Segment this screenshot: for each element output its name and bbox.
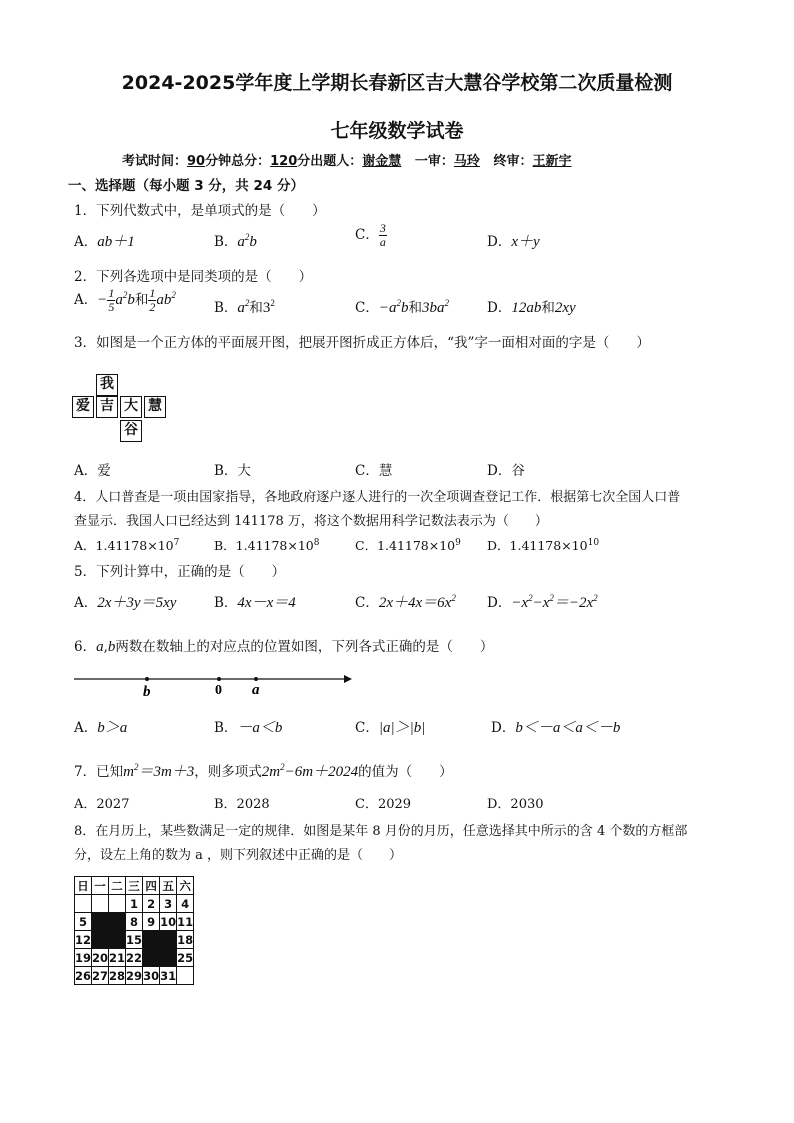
calendar-cell: 28 <box>109 968 126 983</box>
q7-stem: 7．已知$m^2=3m+3$，则多项式$2m^2-6m+2024$的值为（ ） <box>74 762 453 780</box>
review1-name: 马玲 <box>453 154 480 169</box>
q1-stem: 1．下列代数式中，是单项式的是（ ） <box>74 203 326 219</box>
calendar-header-cell: 二 <box>109 877 126 895</box>
calendar-shaded-cell <box>109 913 126 931</box>
calendar-figure <box>74 876 194 985</box>
q5-option-a: A．2x＋3y＝5xy <box>74 595 177 611</box>
calendar-shaded-cell <box>143 949 160 967</box>
q7-option-a: A．2027 <box>74 797 130 812</box>
q8-stem-line1: 8．在月历上，某些数满足一定的规律．如图是某年 8 月份的月历，任意选择其中所示的含 4 个数的方框部 <box>74 824 688 839</box>
net-cell-wo: 我 <box>96 374 118 396</box>
section-heading: 一、选择题（每小题 3 分，共 24 分） <box>68 178 304 194</box>
final-review-name: 王新宇 <box>532 154 572 169</box>
calendar-cell: 31 <box>160 968 177 983</box>
calendar-shaded-cell <box>160 931 177 949</box>
calendar-shaded-cell <box>109 931 126 949</box>
calendar-row <box>75 967 194 985</box>
q6-option-d: D．b＜－a＜a＜－b <box>491 720 621 736</box>
point-zero <box>217 677 221 681</box>
net-cell-ai: 爱 <box>72 396 94 418</box>
calendar-shaded-cell <box>92 931 109 949</box>
q6-option-b: B．－a＜b <box>214 720 283 736</box>
q1-option-a: A．ab＋1 <box>74 234 135 250</box>
calendar-cell <box>75 895 92 913</box>
author-name: 谢金慧 <box>362 154 402 169</box>
calendar-cell: 5 <box>75 913 92 931</box>
q5-option-c: C．$2x+4x=6x^2$ <box>355 593 456 611</box>
calendar-cell: 15 <box>126 932 143 947</box>
score-unit: 分出题人： <box>297 154 363 169</box>
calendar-cell: 8 <box>126 913 143 931</box>
calendar-cell: 18 <box>177 932 194 947</box>
calendar-cell: 21 <box>109 950 126 965</box>
calendar-cell: 1 <box>126 895 143 913</box>
exam-subtitle: 七年级数学试卷 <box>330 120 464 142</box>
calendar-cell: 12 <box>75 932 92 947</box>
calendar-header-cell: 三 <box>126 877 143 895</box>
calendar-cell: 29 <box>126 968 143 983</box>
q6-option-c: C．|a|＞|b| <box>355 720 426 736</box>
calendar-cell: 26 <box>75 968 92 983</box>
number-line-figure <box>72 670 362 700</box>
calendar-cell: 30 <box>143 968 160 983</box>
calendar-shaded-cell <box>92 913 109 931</box>
q1-option-b: B．$a^2b$ <box>214 232 257 250</box>
q8-stem-line2: 分，设左上角的数为 a ，则下列叙述中正确的是（ ） <box>74 848 403 863</box>
calendar-cell <box>177 967 194 985</box>
label-zero: 0 <box>215 683 222 698</box>
calendar-cell: 3 <box>160 895 177 913</box>
net-cell-hui: 慧 <box>144 396 166 418</box>
q3-option-c: C．慧 <box>355 463 393 479</box>
label-b: b <box>143 684 151 700</box>
q4-option-b: B．$1.41178\times 10^8$ <box>214 537 320 553</box>
q4-option-d: D．$1.41178\times 10^{10}$ <box>487 537 600 553</box>
calendar-cell: 10 <box>160 914 177 929</box>
calendar-header-cell: 一 <box>92 877 109 895</box>
review1-label: 一审： <box>414 154 454 169</box>
time-unit: 分钟总分： <box>205 154 271 169</box>
calendar-row <box>75 931 194 949</box>
q3-option-a: A．爱 <box>74 463 111 479</box>
time-label: 考试时间： <box>122 154 188 169</box>
calendar-header-cell: 日 <box>75 877 92 895</box>
q4-option-a: A．$1.41178\times 10^7$ <box>74 537 180 553</box>
calendar-row <box>75 895 194 913</box>
q4-stem-line1: 4．人口普查是一项由国家指导，各地政府逐户逐人进行的一次全项调查登记工作．根据第七次全国人口普 <box>74 490 681 505</box>
point-a <box>254 677 258 681</box>
q5-stem: 5．下列计算中，正确的是（ ） <box>74 564 286 580</box>
q7-option-d: D．2030 <box>487 797 544 812</box>
q7-option-b: B．2028 <box>214 797 270 812</box>
q3-option-d: D．谷 <box>487 463 525 479</box>
calendar-cell <box>109 895 126 913</box>
q6-option-a: A．b＞a <box>74 720 128 736</box>
calendar-header-cell: 四 <box>143 877 160 895</box>
calendar-cell: 9 <box>143 913 160 931</box>
time-value: 90 <box>187 154 206 169</box>
net-cell-gu: 谷 <box>120 420 142 442</box>
q6-stem: 6．a,b两数在数轴上的对应点的位置如图，下列各式正确的是（ ） <box>74 639 494 655</box>
q2-option-c: C．$-a^2b$和$3ba^2$ <box>355 298 449 316</box>
q5-option-d: D．$-x^2-x^2=-2x^2$ <box>487 593 598 611</box>
calendar-cell: 11 <box>177 914 194 929</box>
q2-option-d: D．12ab和2xy <box>487 300 576 316</box>
exam-title: 2024-2025学年度上学期长春新区吉大慧谷学校第二次质量检测 <box>121 72 673 94</box>
calendar-shaded-cell <box>160 949 177 967</box>
calendar-shaded-cell <box>143 931 160 949</box>
calendar-cell: 25 <box>177 950 194 965</box>
q4-option-c: C．$1.41178\times 10^9$ <box>355 537 461 553</box>
net-cell-ji: 吉 <box>96 396 118 418</box>
calendar-row <box>75 913 194 931</box>
q2-stem: 2．下列各选项中是同类项的是（ ） <box>74 269 313 285</box>
label-a: a <box>252 682 260 698</box>
q2-option-b: B．$a^2$和$3^2$ <box>214 298 275 316</box>
q4-stem-line2: 查显示．我国人口已经达到 141178 万，将这个数据用科学记数法表示为（ ） <box>74 514 548 529</box>
net-cell-da: 大 <box>120 396 142 418</box>
calendar-cell: 27 <box>92 968 109 983</box>
exam-info-line <box>122 150 572 169</box>
q3-stem: 3．如图是一个正方体的平面展开图，把展开图折成正方体后，“我”字一面相对面的字是（ ） <box>74 335 650 351</box>
calendar-cell: 2 <box>143 895 160 913</box>
number-line-arrow <box>344 675 352 683</box>
q2-option-a: A．− $\frac{1}{5}$ $a^2b$和 $\frac{1}{2}$ $ab^2$ <box>74 286 176 314</box>
calendar-cell: 20 <box>92 950 109 965</box>
q1-option-c: C． $\frac{3}{a}$ <box>355 221 386 249</box>
calendar-cell: 22 <box>126 950 143 965</box>
calendar-header-cell: 五 <box>160 877 177 895</box>
calendar-header-row <box>75 877 194 895</box>
q3-option-b: B．大 <box>214 463 251 479</box>
q1-option-d: D．x＋y <box>487 234 540 250</box>
calendar-cell <box>92 895 109 913</box>
calendar-row <box>75 949 194 967</box>
calendar-cell: 4 <box>177 895 194 913</box>
final-review-label: 终审： <box>493 154 533 169</box>
q7-option-c: C．2029 <box>355 797 412 812</box>
point-b <box>145 677 149 681</box>
score-value: 120 <box>270 154 298 169</box>
q5-option-b: B．4x－x＝4 <box>214 595 296 611</box>
calendar-cell: 19 <box>75 950 92 965</box>
calendar-header-cell: 六 <box>177 877 194 895</box>
